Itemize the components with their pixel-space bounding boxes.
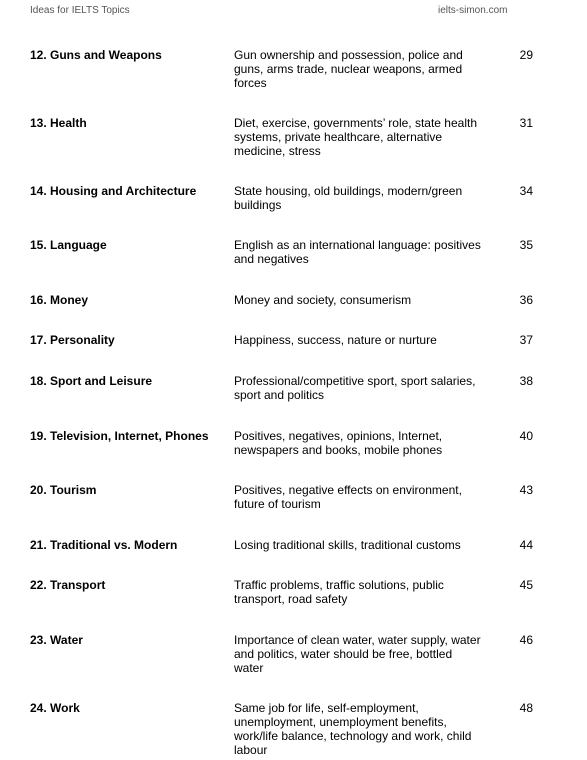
toc-page-number: 45 <box>519 578 533 592</box>
toc-topic: 19. Television, Internet, Phones <box>30 429 209 443</box>
toc-topic: 21. Traditional vs. Modern <box>30 538 178 552</box>
toc-description: Diet, exercise, governments’ role, state health systems, private healthcare, alternative medicine, stress <box>234 116 478 158</box>
toc-topic: 14. Housing and Architecture <box>30 184 197 198</box>
toc-topic: 22. Transport <box>30 578 106 592</box>
toc-description: Gun ownership and possession, police and guns, arms trade, nuclear weapons, armed forces <box>234 48 463 90</box>
toc-description: Positives, negative effects on environment, future of tourism <box>234 483 462 511</box>
toc-topic: 15. Language <box>30 238 107 252</box>
toc-page-number: 48 <box>519 701 533 715</box>
toc-description: Positives, negatives, opinions, Internet, newspapers and books, mobile phones <box>234 429 443 457</box>
toc-page-number: 38 <box>519 374 533 388</box>
toc-page-number: 34 <box>519 184 533 198</box>
toc-description: Importance of clean water, water supply, water and politics, water should be free, bottled water <box>234 633 481 675</box>
website-name: ielts-simon.com <box>438 5 508 16</box>
toc-page-number: 44 <box>519 538 533 552</box>
toc-description: State housing, old buildings, modern/green buildings <box>234 184 463 212</box>
toc-description: Happiness, success, nature or nurture <box>234 333 437 347</box>
toc-description: Traffic problems, traffic solutions, public transport, road safety <box>234 578 444 606</box>
toc-page-number: 31 <box>519 116 533 130</box>
toc-page-number: 29 <box>519 48 533 62</box>
toc-description: Professional/competitive sport, sport salaries, sport and politics <box>234 374 476 402</box>
toc-page-number: 46 <box>519 633 533 647</box>
toc-description: Same job for life, self-employment, unemployment, unemployment benefits, work/life balance, technology and work, child labour <box>234 701 472 757</box>
toc-topic: 16. Money <box>30 293 89 307</box>
toc-description: Money and society, consumerism <box>234 293 412 307</box>
toc-topic: 12. Guns and Weapons <box>30 48 162 62</box>
document-title: Ideas for IELTS Topics <box>30 5 130 16</box>
toc-topic: 18. Sport and Leisure <box>30 374 153 388</box>
toc-topic: 13. Health <box>30 116 87 130</box>
toc-topic: 23. Water <box>30 633 83 647</box>
toc-page-number: 35 <box>519 238 533 252</box>
toc-topic: 20. Tourism <box>30 483 97 497</box>
toc-topic: 24. Work <box>30 701 80 715</box>
toc-topic: 17. Personality <box>30 333 115 347</box>
toc-page-number: 43 <box>519 483 533 497</box>
toc-description: English as an international language: positives and negatives <box>234 238 481 266</box>
toc-page-number: 36 <box>519 293 533 307</box>
toc-page-number: 37 <box>519 333 533 347</box>
toc-description: Losing traditional skills, traditional customs <box>234 538 461 552</box>
toc-page-number: 40 <box>519 429 533 443</box>
page-header <box>0 5 587 19</box>
